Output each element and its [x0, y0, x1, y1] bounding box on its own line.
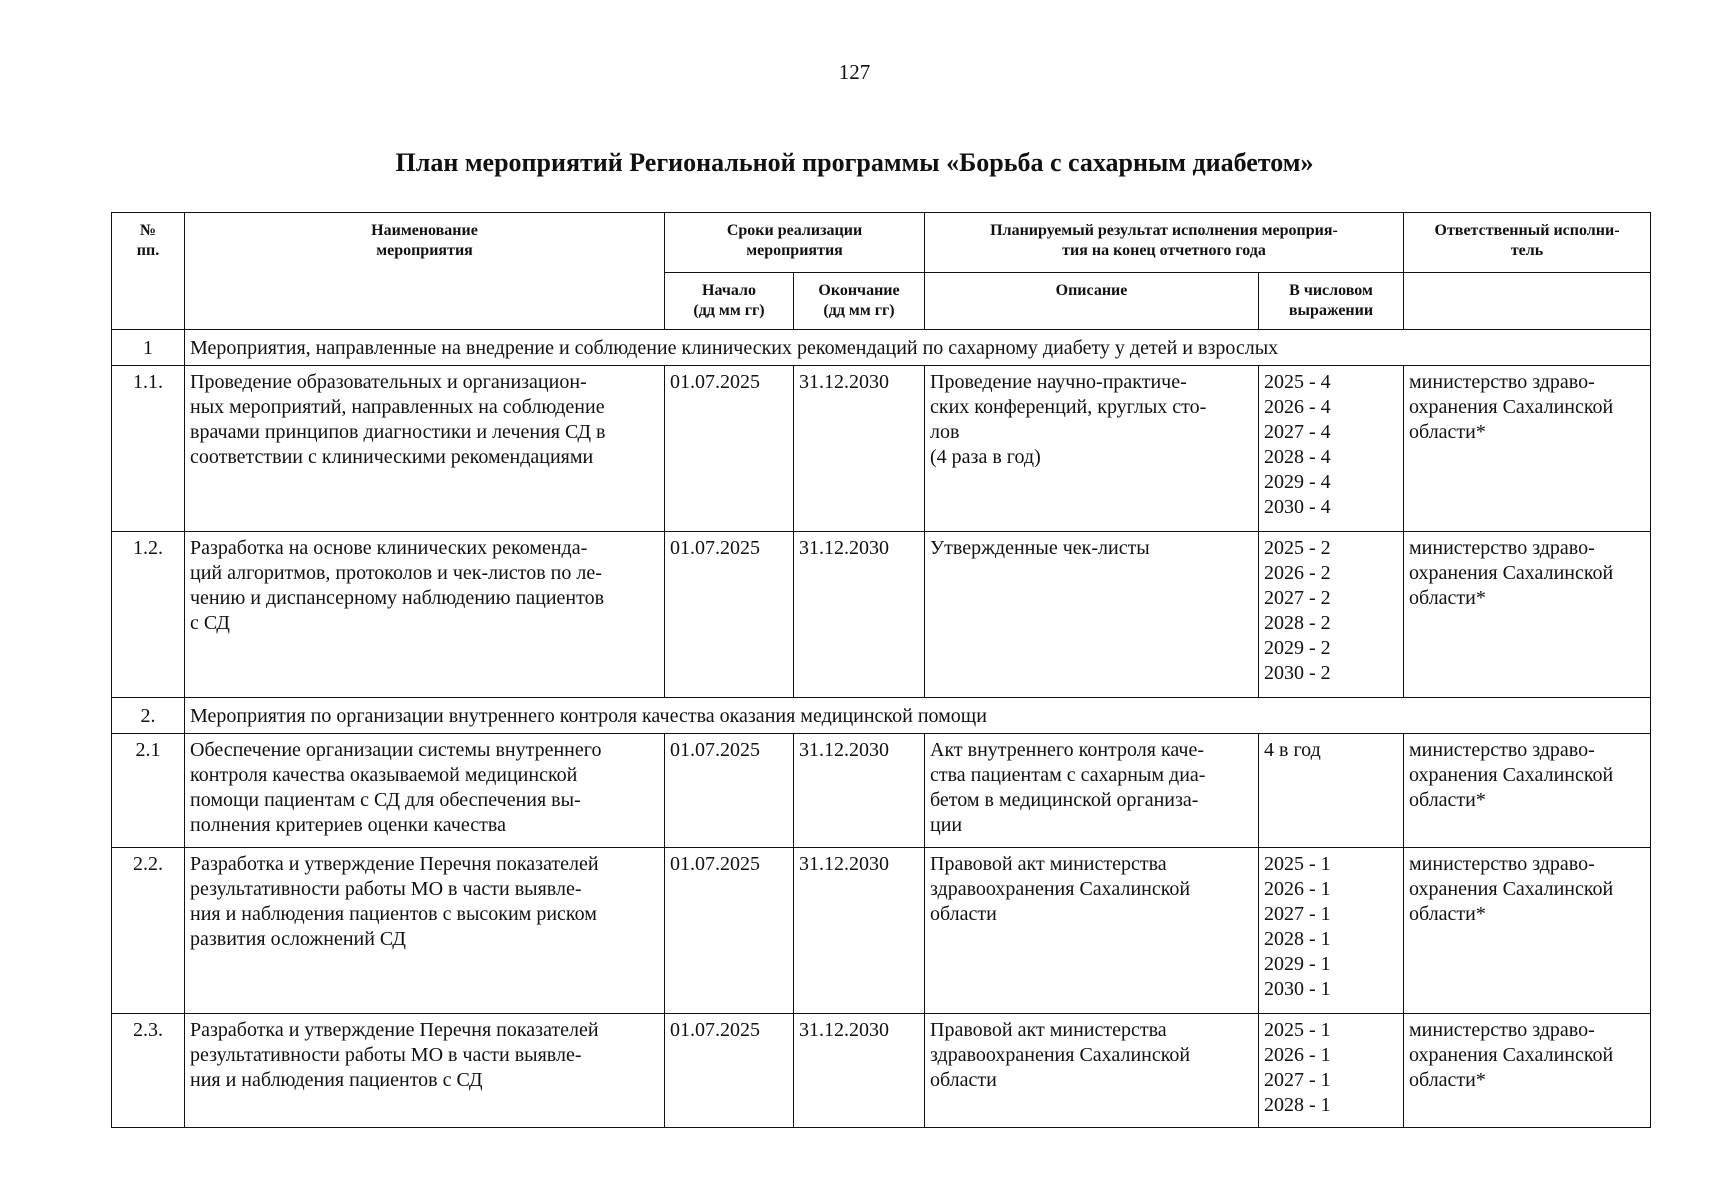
row-start-date: 01.07.2025 — [665, 734, 794, 848]
row-number: 1.1. — [112, 366, 185, 532]
header-empty — [1404, 273, 1651, 330]
row-number: 2.1 — [112, 734, 185, 848]
table-row — [112, 1014, 1651, 1128]
row-number: 1.2. — [112, 532, 185, 698]
row-responsible: министерство здраво- охранения Сахалинской области* — [1404, 366, 1651, 532]
section-number: 2. — [112, 698, 185, 734]
plan-table — [111, 212, 1651, 1128]
row-end-date: 31.12.2030 — [794, 532, 925, 698]
row-name: Обеспечение организации системы внутреннего контроля качества оказываемой медицинской помощи пациентам с СД для обеспечения вы- полнения критериев оценки качества — [185, 734, 665, 848]
row-description: Правовой акт министерства здравоохранения Сахалинской области — [925, 848, 1259, 1014]
table-row — [112, 848, 1651, 1014]
header-numeric: В числовом выражении — [1259, 273, 1404, 330]
row-numeric: 2025 - 1 2026 - 1 2027 - 1 2028 - 1 2029 - 1 2030 - 1 — [1259, 848, 1404, 1014]
section-row — [112, 330, 1651, 366]
header-start: Начало (дд мм гг) — [665, 273, 794, 330]
row-end-date: 31.12.2030 — [794, 734, 925, 848]
row-responsible: министерство здраво- охранения Сахалинской области* — [1404, 1014, 1651, 1128]
header-name: Наименование мероприятия — [185, 213, 665, 330]
header-end: Окончание (дд мм гг) — [794, 273, 925, 330]
table-row — [112, 532, 1651, 698]
row-start-date: 01.07.2025 — [665, 366, 794, 532]
row-description: Акт внутреннего контроля каче- ства пациентам с сахарным диа- бетом в медицинской организа- ции — [925, 734, 1259, 848]
row-start-date: 01.07.2025 — [665, 848, 794, 1014]
section-title: Мероприятия по организации внутреннего контроля качества оказания медицинской помощи — [185, 698, 1651, 734]
table-row — [112, 366, 1651, 532]
page-number: 127 — [838, 60, 871, 84]
row-description: Правовой акт министерства здравоохранения Сахалинской области — [925, 1014, 1259, 1128]
header-result: Планируемый результат исполнения мероприя- тия на конец отчетного года — [925, 213, 1404, 273]
row-responsible: министерство здраво- охранения Сахалинской области* — [1404, 848, 1651, 1014]
header-responsible: Ответственный исполни- тель — [1404, 213, 1651, 273]
row-end-date: 31.12.2030 — [794, 1014, 925, 1128]
row-end-date: 31.12.2030 — [794, 848, 925, 1014]
row-name: Разработка на основе клинических рекоменда- ций алгоритмов, протоколов и чек-листов по ле- чению и диспансерному наблюдению пациентов с СД — [185, 532, 665, 698]
header-num: № пп. — [112, 213, 185, 330]
section-title: Мероприятия, направленные на внедрение и соблюдение клинических рекомендаций по сахарному диабету у детей и взрослых — [185, 330, 1651, 366]
row-start-date: 01.07.2025 — [665, 532, 794, 698]
row-number: 2.2. — [112, 848, 185, 1014]
row-name: Разработка и утверждение Перечня показателей результативности работы МО в части выявле- ния и наблюдения пациентов с высоким риском развития осложнений СД — [185, 848, 665, 1014]
section-row — [112, 698, 1651, 734]
row-description: Проведение научно-практиче- ских конференций, круглых сто- лов (4 раза в год) — [925, 366, 1259, 532]
table-row — [112, 734, 1651, 848]
row-numeric: 2025 - 4 2026 - 4 2027 - 4 2028 - 4 2029 - 4 2030 - 4 — [1259, 366, 1404, 532]
row-numeric: 2025 - 1 2026 - 1 2027 - 1 2028 - 1 — [1259, 1014, 1404, 1128]
header-terms: Сроки реализации мероприятия — [665, 213, 925, 273]
header-description: Описание — [925, 273, 1259, 330]
document-title: План мероприятий Региональной программы «Борьба с сахарным диабетом» — [395, 148, 1314, 177]
row-end-date: 31.12.2030 — [794, 366, 925, 532]
row-name: Проведение образовательных и организацион- ных мероприятий, направленных на соблюдение врачами принципов диагностики и лечения СД в соответствии с клиническими рекомендациями — [185, 366, 665, 532]
row-number: 2.3. — [112, 1014, 185, 1128]
row-start-date: 01.07.2025 — [665, 1014, 794, 1128]
row-responsible: министерство здраво- охранения Сахалинской области* — [1404, 532, 1651, 698]
section-number: 1 — [112, 330, 185, 366]
row-numeric: 2025 - 2 2026 - 2 2027 - 2 2028 - 2 2029 - 2 2030 - 2 — [1259, 532, 1404, 698]
row-responsible: министерство здраво- охранения Сахалинской области* — [1404, 734, 1651, 848]
row-numeric: 4 в год — [1259, 734, 1404, 848]
row-name: Разработка и утверждение Перечня показателей результативности работы МО в части выявле- ния и наблюдения пациентов с СД — [185, 1014, 665, 1128]
row-description: Утвержденные чек-листы — [925, 532, 1259, 698]
